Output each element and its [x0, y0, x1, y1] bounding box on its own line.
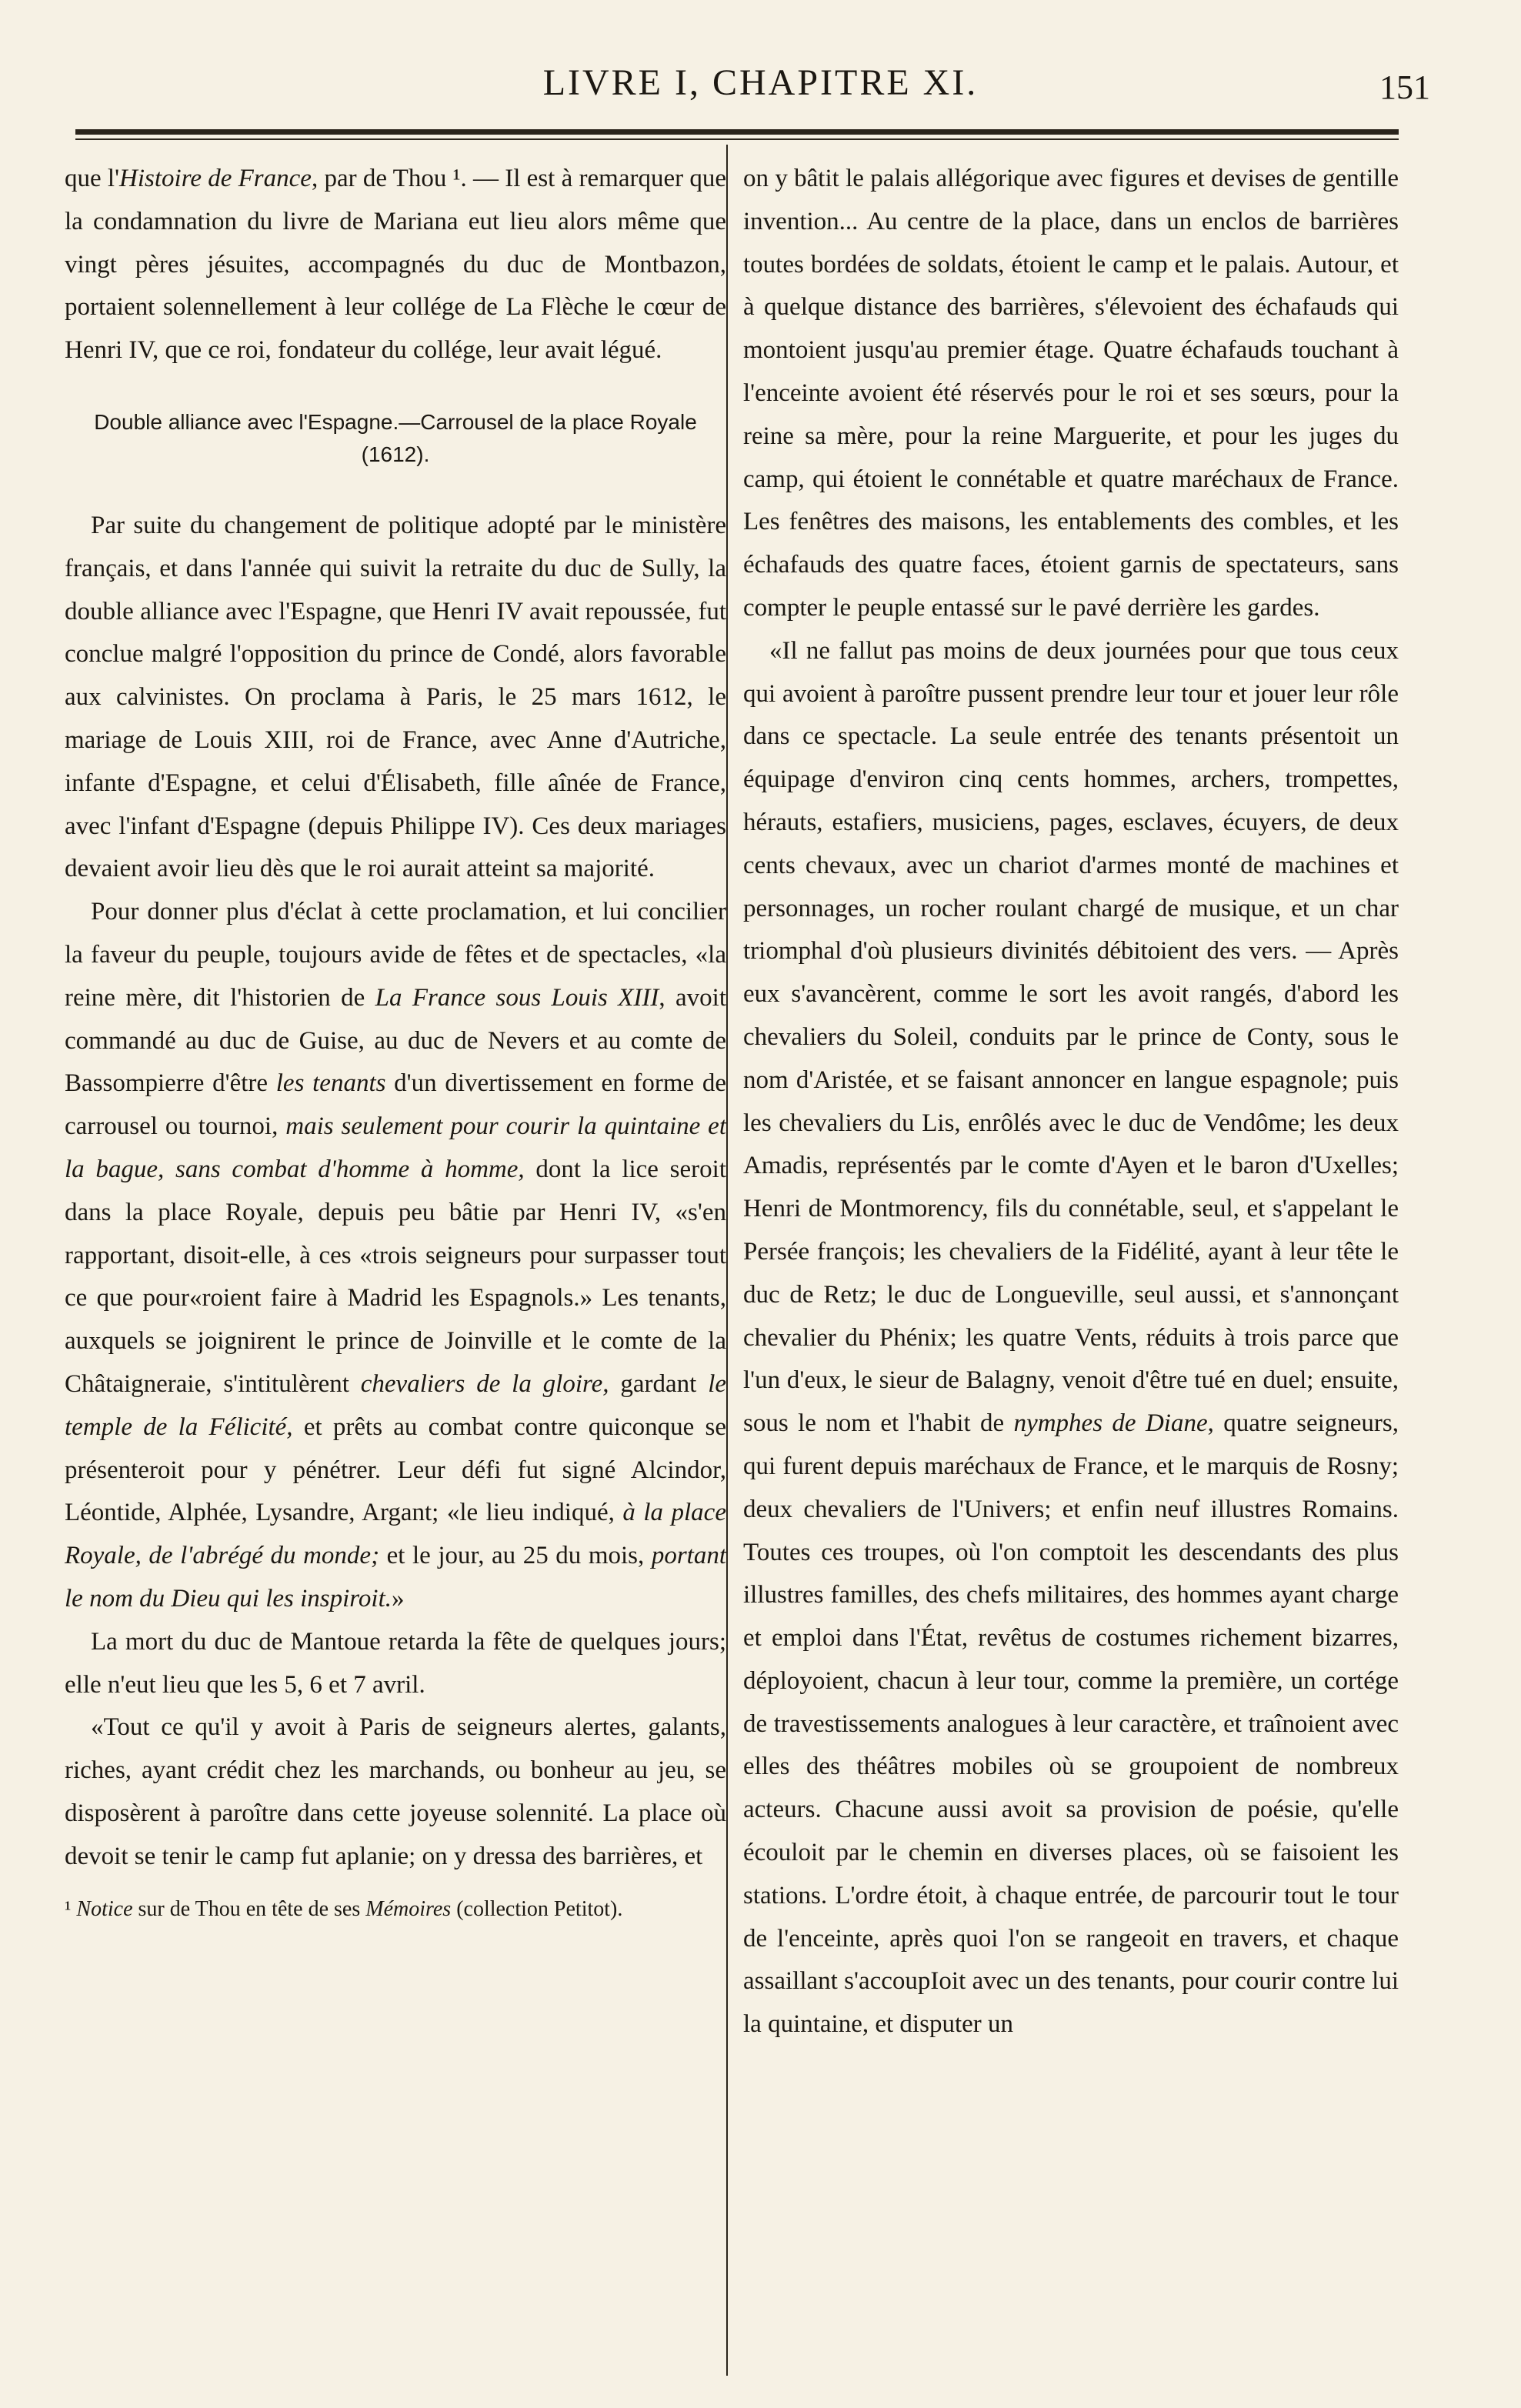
right-column	[743, 158, 1399, 2046]
paragraph: «Tout ce qu'il y avoit à Paris de seigneurs alertes, galants, riches, ayant crédit chez les marchands, ou bonheur au jeu, se disposèrent à paroître dans cette joyeuse solennité. La place où devoit se tenir le camp fut aplanie; on y dressa des barrières, et	[65, 1713, 726, 1870]
running-title: LIVRE I, CHAPITRE XI.	[542, 62, 979, 103]
section-title: Double alliance avec l'Espagne.—Carrousel de la place Royale (1612).	[94, 409, 697, 466]
paragraph: «Il ne fallut pas moins de deux journées pour que tous ceux qui avoient à paroître pussent prendre leur tour et jouer leur rôle dans ce spectacle. La seule entrée des tenants présentoit un équipage d'environ cinq cents hommes, archers, trompettes, hérauts, estafiers, musiciens, pages, esclaves, écuyers, de deux cents chevaux, avec un chariot d'armes monté de machines et personnages, un rocher roulant chargé de musique, et un char triomphal d'où plusieurs divinités débitoient des vers. — Après eux s'avancèrent, comme le sort les avoit rangés, d'abord les chevaliers du Soleil, conduits par le prince de Conty, sous le nom d'Aristée, et se faisant annoncer en langue espagnole; puis les chevaliers du Lis, enrôlés avec le duc de Vendôme; les deux Amadis, représentés par le comte d'Ayen et le baron d'Uxelles; Henri de Montmorency, fils du connétable, seul, et s'appelant le Persée françois; les chevaliers de la Fidélité, ayant à leur tête le duc de Retz; le duc de Longueville, seul aussi, et s'annonçant chevalier du Phénix; les quatre Vents, réduits à trois parce que l'un d'eux, le sieur de Balagny, venoit d'être tué en duel; ensuite, sous le nom et l'habit de nymphes de Diane, quatre seigneurs, qui furent depuis maréchaux de France, et le marquis de Rosny; deux chevaliers de l'Univers; et enfin neuf illustres Romains. Toutes ces troupes, où l'on comptoit les descendants des plus illustres familles, des chefs militaires, des hommes ayant charge et emploi dans l'État, revêtus de costumes richement bizarres, déployoient, chacun à leur tour, comme la première, un cortége de travestissements analogues à leur caractère, et traînoient avec elles des théâtres mobiles où se groupoient de nombreux acteurs. Chacune aussi avoit sa provision de poésie, qu'elle écouloit par le chemin en diverses places, où se faisoient les stations. L'ordre étoit, à chaque entrée, de parcourir tout le tour de l'enceinte, après quoi l'on se rangeoit en travers, et chaque assaillant s'accoupIoit avec un des tenants, pour courir contre lui la quintaine, et disputer un	[743, 636, 1399, 2039]
paragraph: Par suite du changement de politique adopté par le ministère français, et dans l'année qui suivit la retraite du duc de Sully, la double alliance avec l'Espagne, que Henri IV avait repoussée, fut conclue malgré l'opposition du prince de Condé, alors favorable aux calvinistes. On proclama à Paris, le 25 mars 1612, le mariage de Louis XIII, roi de France, avec Anne d'Autriche, infante d'Espagne, et celui d'Élisabeth, fille aînée de France, avec l'infant d'Espagne (depuis Philippe IV). Ces deux mariages devaient avoir lieu dès que le roi aurait atteint sa majorité.	[65, 511, 726, 883]
page-header	[0, 62, 1521, 115]
left-column	[65, 158, 726, 1926]
paragraph: Pour donner plus d'éclat à cette proclamation, et lui concilier la faveur du peuple, toujours avide de fêtes et de spectacles, «la reine mère, dit l'historien de La France sous Louis XIII, avoit commandé au duc de Guise, au duc de Nevers et au comte de Bassompierre d'être les tenants d'un divertissement en forme de carrousel ou tournoi, mais seulement pour courir la quintaine et la bague, sans combat d'homme à homme, dont la lice seroit dans la place Royale, depuis peu bâtie par Henri IV, «s'en rapportant, disoit-elle, à ces «trois seigneurs pour surpasser tout ce que pour«roient faire à Madrid les Espagnols.» Les tenants, auxquels se joignirent le prince de Joinville et le comte de la Châtaigneraie, s'intitulèrent chevaliers de la gloire, gardant le temple de la Félicité, et prêts au combat contre quiconque se présenteroit pour y pénétrer. Leur défi fut signé Alcindor, Léontide, Alphée, Lysandre, Argant; «le lieu indiqué, à la place Royale, de l'abrégé du monde; et le jour, au 25 du mois, portant le nom du Dieu qui les inspiroit.»	[65, 898, 727, 1613]
paragraph: La mort du duc de Mantoue retarda la fête de quelques jours; elle n'eut lieu que les 5, 6 et 7 avril.	[65, 1627, 726, 1699]
column-divider	[726, 145, 728, 2376]
footnote: ¹ Notice sur de Thou en tête de ses Mémoires (collection Petitot).	[65, 1897, 623, 1922]
header-rule-thin	[75, 138, 1399, 140]
header-rule-thick	[75, 129, 1399, 135]
page-number: 151	[1379, 68, 1430, 106]
paragraph-continued: que l'Histoire de France, par de Thou ¹. — Il est à remarquer que la condamnation du livre de Mariana eut lieu alors même que vingt pères jésuites, accompagnés du duc de Montbazon, portaient solennellement à leur collége de La Flèche le cœur de Henri IV, que ce roi, fondateur du collége, leur avait légué.	[65, 165, 726, 365]
paragraph-continued: on y bâtit le palais allégorique avec figures et devises de gentille invention... Au centre de la place, dans un enclos de barrières toutes bordées de soldats, étoient le camp et le palais. Autour, et à quelque distance des barrières, s'élevoient des échafauds qui montoient jusqu'au premier étage. Quatre échafauds touchant à l'enceinte avoient été réservés pour le roi et ses sœurs, pour la reine sa mère, pour la reine Marguerite, et pour les juges du camp, qui étoient le connétable et quatre maréchaux de France. Les fenêtres des maisons, les entablements des combles, et les échafauds des quatre faces, étoient garnis de spectateurs, sans compter le peuple entassé sur le pavé derrière les gardes.	[743, 165, 1399, 622]
